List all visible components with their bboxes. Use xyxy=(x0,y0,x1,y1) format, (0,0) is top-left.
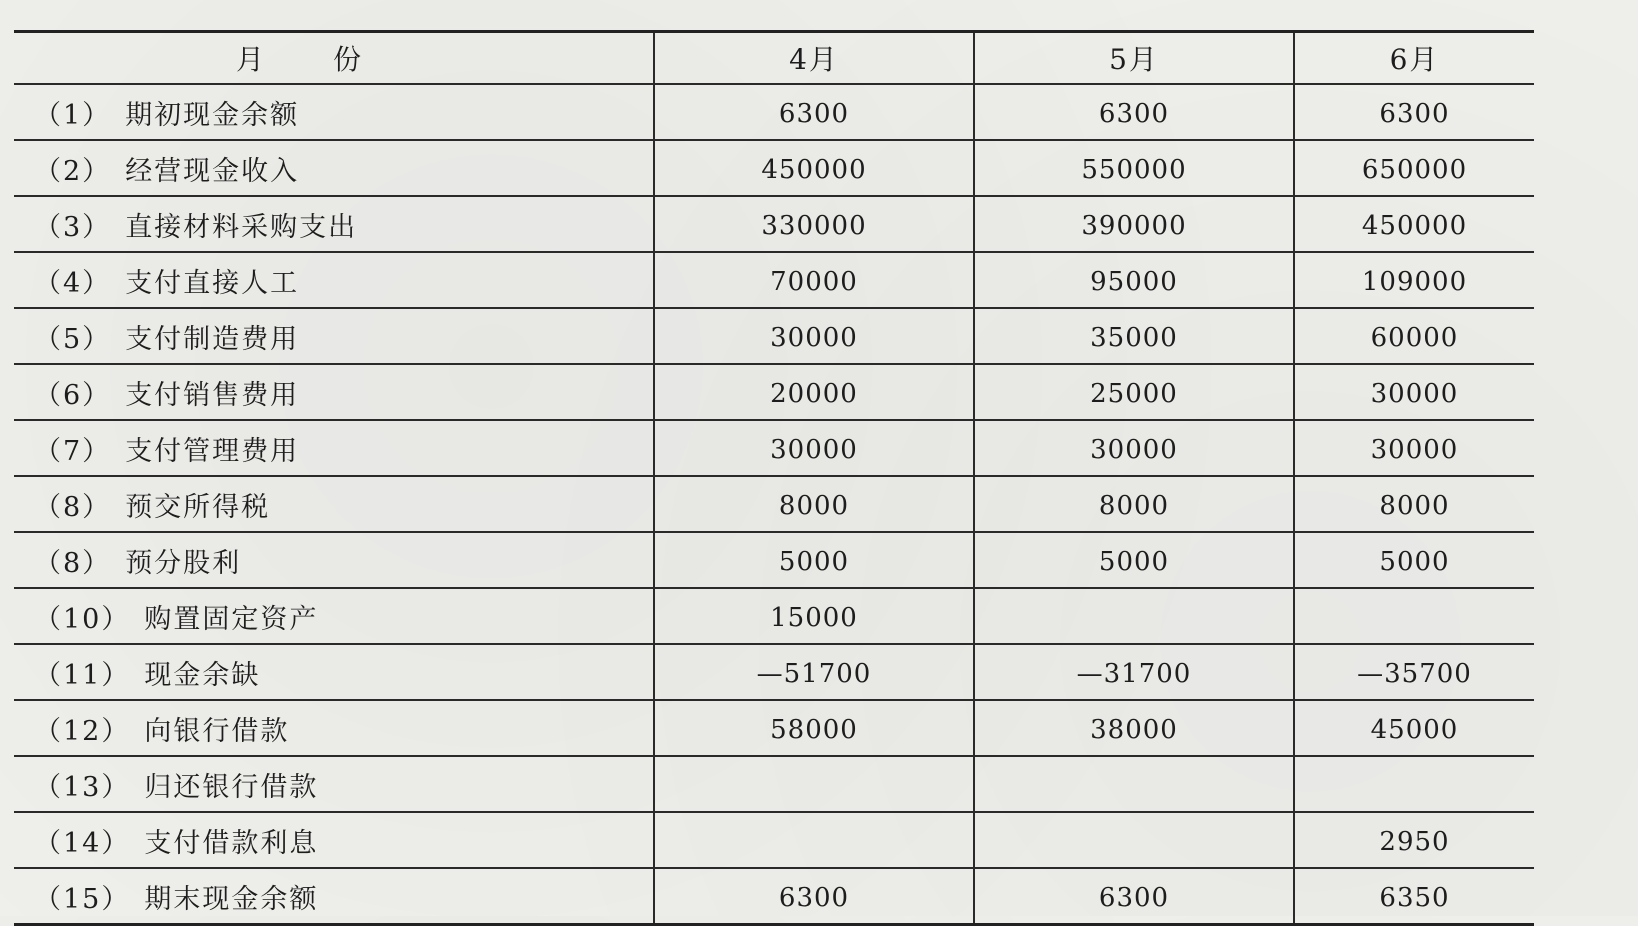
row-number: （15） xyxy=(34,883,131,915)
table-row xyxy=(14,84,1534,140)
jun-value-cell: 2950 xyxy=(1294,812,1534,868)
may-value-cell: 25000 xyxy=(974,364,1294,420)
row-number: （8） xyxy=(34,547,112,579)
jun-value-cell: 5000 xyxy=(1294,532,1534,588)
apr-value-cell: 6300 xyxy=(654,868,974,925)
row-label: 期末现金余额 xyxy=(144,883,319,915)
row-label: 预交所得税 xyxy=(125,491,271,523)
table-header-row xyxy=(14,32,1534,85)
table-row xyxy=(14,700,1534,756)
may-header: 5月 xyxy=(974,32,1294,85)
row-label: 归还银行借款 xyxy=(144,771,319,803)
may-value-cell xyxy=(974,812,1294,868)
row-label: 支付管理费用 xyxy=(125,435,300,467)
jun-value-cell: 30000 xyxy=(1294,364,1534,420)
row-label-cell xyxy=(14,140,654,196)
table-row xyxy=(14,196,1534,252)
may-value-cell: 6300 xyxy=(974,84,1294,140)
apr-value-cell: 70000 xyxy=(654,252,974,308)
cash-budget-sheet xyxy=(14,30,1534,926)
row-number: （5） xyxy=(34,323,112,355)
jun-value-cell: 60000 xyxy=(1294,308,1534,364)
april-header: 4月 xyxy=(654,32,974,85)
may-value-cell: 5000 xyxy=(974,532,1294,588)
row-label-cell xyxy=(14,532,654,588)
row-number: （3） xyxy=(34,211,112,243)
row-label: 现金余缺 xyxy=(144,659,261,691)
row-label-cell xyxy=(14,812,654,868)
row-number: （1） xyxy=(34,99,112,131)
row-label: 支付直接人工 xyxy=(125,267,300,299)
row-label-cell xyxy=(14,196,654,252)
apr-value-cell: 30000 xyxy=(654,308,974,364)
month-header: 月 份 xyxy=(14,32,654,85)
may-value-cell: —31700 xyxy=(974,644,1294,700)
jun-value-cell: 30000 xyxy=(1294,420,1534,476)
apr-value-cell: 330000 xyxy=(654,196,974,252)
jun-value-cell: 109000 xyxy=(1294,252,1534,308)
may-value-cell: 8000 xyxy=(974,476,1294,532)
table-row xyxy=(14,756,1534,812)
jun-value-cell: 45000 xyxy=(1294,700,1534,756)
apr-value-cell: 20000 xyxy=(654,364,974,420)
jun-value-cell: 8000 xyxy=(1294,476,1534,532)
row-label-cell xyxy=(14,868,654,925)
row-label: 支付销售费用 xyxy=(125,379,300,411)
table-row xyxy=(14,252,1534,308)
june-header: 6月 xyxy=(1294,32,1534,85)
table-row xyxy=(14,420,1534,476)
apr-value-cell xyxy=(654,812,974,868)
table-row xyxy=(14,812,1534,868)
row-number: （10） xyxy=(34,603,131,635)
row-label: 期初现金余额 xyxy=(125,99,300,131)
row-label-cell xyxy=(14,308,654,364)
row-label: 预分股利 xyxy=(125,547,242,579)
may-value-cell: 30000 xyxy=(974,420,1294,476)
table-row xyxy=(14,588,1534,644)
apr-value-cell: 450000 xyxy=(654,140,974,196)
row-label-cell xyxy=(14,476,654,532)
may-value-cell xyxy=(974,588,1294,644)
row-number: （12） xyxy=(34,715,131,747)
jun-value-cell xyxy=(1294,588,1534,644)
row-label: 支付制造费用 xyxy=(125,323,300,355)
apr-value-cell: 30000 xyxy=(654,420,974,476)
may-value-cell: 390000 xyxy=(974,196,1294,252)
may-value-cell: 95000 xyxy=(974,252,1294,308)
apr-value-cell: 15000 xyxy=(654,588,974,644)
table-row xyxy=(14,532,1534,588)
apr-value-cell: —51700 xyxy=(654,644,974,700)
row-number: （4） xyxy=(34,267,112,299)
may-value-cell: 6300 xyxy=(974,868,1294,925)
jun-value-cell: 650000 xyxy=(1294,140,1534,196)
row-label: 支付借款利息 xyxy=(144,827,319,859)
row-number: （14） xyxy=(34,827,131,859)
row-label-cell xyxy=(14,700,654,756)
apr-value-cell: 58000 xyxy=(654,700,974,756)
row-number: （13） xyxy=(34,771,131,803)
row-number: （11） xyxy=(34,659,131,691)
table-row xyxy=(14,308,1534,364)
jun-value-cell: 6300 xyxy=(1294,84,1534,140)
table-row xyxy=(14,140,1534,196)
apr-value-cell: 5000 xyxy=(654,532,974,588)
row-label-cell xyxy=(14,420,654,476)
cash-budget-table xyxy=(14,30,1534,926)
apr-value-cell: 8000 xyxy=(654,476,974,532)
table-row xyxy=(14,868,1534,925)
row-label-cell xyxy=(14,364,654,420)
may-value-cell: 35000 xyxy=(974,308,1294,364)
row-label-cell xyxy=(14,756,654,812)
apr-value-cell: 6300 xyxy=(654,84,974,140)
row-label: 直接材料采购支出 xyxy=(125,211,358,243)
row-label: 向银行借款 xyxy=(144,715,290,747)
row-label-cell xyxy=(14,644,654,700)
may-value-cell: 38000 xyxy=(974,700,1294,756)
table-row xyxy=(14,644,1534,700)
may-value-cell xyxy=(974,756,1294,812)
row-label-cell xyxy=(14,588,654,644)
jun-value-cell: 6350 xyxy=(1294,868,1534,925)
row-label-cell xyxy=(14,252,654,308)
row-number: （7） xyxy=(34,435,112,467)
apr-value-cell xyxy=(654,756,974,812)
jun-value-cell: —35700 xyxy=(1294,644,1534,700)
row-label-cell xyxy=(14,84,654,140)
table-row xyxy=(14,364,1534,420)
jun-value-cell xyxy=(1294,756,1534,812)
may-value-cell: 550000 xyxy=(974,140,1294,196)
row-label: 经营现金收入 xyxy=(125,155,300,187)
row-number: （8） xyxy=(34,491,112,523)
table-row xyxy=(14,476,1534,532)
row-label: 购置固定资产 xyxy=(144,603,319,635)
jun-value-cell: 450000 xyxy=(1294,196,1534,252)
row-number: （2） xyxy=(34,155,112,187)
row-number: （6） xyxy=(34,379,112,411)
